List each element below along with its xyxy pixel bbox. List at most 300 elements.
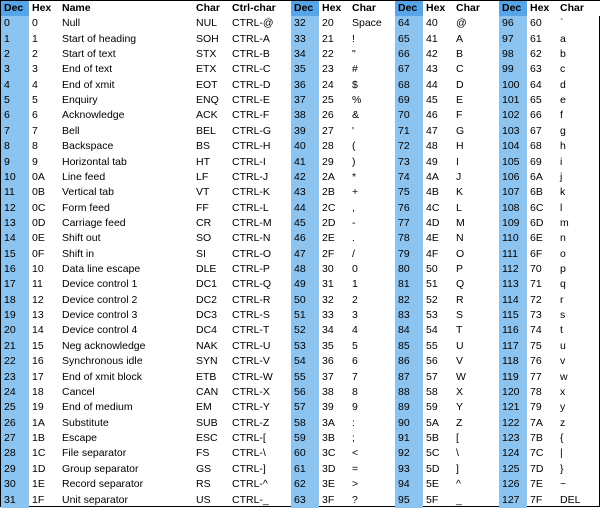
table-row bbox=[1, 369, 600, 384]
cell-ctrl-char: CTRL-S bbox=[232, 309, 270, 322]
cell-char-3: Z bbox=[456, 416, 463, 429]
cell-dec-3: 87 bbox=[395, 369, 423, 384]
cell-hex-4: 6A bbox=[530, 170, 543, 183]
cell-hex-4: 6B bbox=[530, 186, 543, 199]
cell-dec-3: 75 bbox=[395, 185, 423, 200]
cell-char-3: F bbox=[456, 109, 463, 122]
cell-dec-4: 120 bbox=[499, 385, 527, 400]
cell-dec-3: 79 bbox=[395, 247, 423, 262]
cell-char-4: v bbox=[560, 355, 566, 368]
cell-char-4: g bbox=[560, 124, 566, 137]
cell-hex-2: 38 bbox=[322, 385, 334, 398]
cell-char-2: ' bbox=[352, 124, 355, 137]
cell-dec-2: 51 bbox=[291, 308, 319, 323]
cell-char-3: G bbox=[456, 124, 465, 137]
cell-dec-4: 103 bbox=[499, 124, 527, 139]
cell-name: Horizontal tab bbox=[62, 155, 127, 168]
cell-char-4: s bbox=[560, 309, 566, 322]
cell-dec-2: 34 bbox=[291, 47, 319, 62]
cell-hex-3: 52 bbox=[426, 293, 438, 306]
cell-hex-1: 1B bbox=[32, 431, 45, 444]
cell-hex-1: 10 bbox=[32, 263, 44, 276]
cell-char-4: z bbox=[560, 416, 566, 429]
cell-char-2: Space bbox=[352, 17, 382, 30]
cell-name: Backspace bbox=[62, 140, 114, 153]
cell-char-4: | bbox=[560, 447, 563, 460]
cell-hex-2: 34 bbox=[322, 324, 334, 337]
cell-name: File separator bbox=[62, 447, 127, 460]
cell-dec-2: 54 bbox=[291, 354, 319, 369]
cell-dec-4: 111 bbox=[499, 247, 527, 262]
cell-hex-2: 36 bbox=[322, 355, 334, 368]
table-row bbox=[1, 78, 600, 93]
cell-hex-4: 76 bbox=[530, 355, 542, 368]
cell-char-3: K bbox=[456, 186, 464, 199]
cell-dec-2: 44 bbox=[291, 201, 319, 216]
cell-dec-1: 16 bbox=[1, 262, 29, 277]
cell-char-3: N bbox=[456, 232, 464, 245]
cell-char-3: [ bbox=[456, 431, 459, 444]
table-row bbox=[1, 400, 600, 415]
cell-char-3: R bbox=[456, 293, 464, 306]
cell-dec-1: 18 bbox=[1, 293, 29, 308]
table-row bbox=[1, 124, 600, 139]
cell-name: Start of heading bbox=[62, 32, 137, 45]
table-row bbox=[1, 323, 600, 338]
cell-dec-4: 121 bbox=[499, 400, 527, 415]
cell-char-3: @ bbox=[456, 17, 467, 30]
cell-char-4: e bbox=[560, 94, 566, 107]
cell-hex-1: 4 bbox=[32, 78, 38, 91]
cell-ctrl-char: CTRL-K bbox=[232, 186, 270, 199]
cell-name: Substitute bbox=[62, 416, 109, 429]
cell-dec-1: 14 bbox=[1, 231, 29, 246]
cell-dec-2: 47 bbox=[291, 247, 319, 262]
cell-char-3: ^ bbox=[456, 478, 461, 491]
cell-dec-4: 100 bbox=[499, 78, 527, 93]
cell-hex-2: 3F bbox=[322, 493, 335, 506]
table-row bbox=[1, 32, 600, 47]
cell-char-2: # bbox=[352, 63, 358, 76]
cell-dec-2: 62 bbox=[291, 477, 319, 492]
cell-ctrl-char: CTRL-J bbox=[232, 170, 269, 183]
cell-hex-1: 16 bbox=[32, 355, 44, 368]
cell-hex-4: 75 bbox=[530, 339, 542, 352]
cell-char-4: a bbox=[560, 32, 566, 45]
table-row bbox=[1, 16, 600, 31]
column-header-dec-1: Dec bbox=[1, 1, 29, 16]
cell-char-2: * bbox=[352, 170, 357, 183]
cell-char-4: ~ bbox=[560, 478, 567, 491]
cell-hex-1: 15 bbox=[32, 339, 44, 352]
cell-hex-1: 14 bbox=[32, 324, 44, 337]
cell-hex-1: 0 bbox=[32, 17, 38, 30]
cell-char-1: NUL bbox=[196, 17, 218, 30]
cell-name: Data line escape bbox=[62, 263, 141, 276]
cell-dec-3: 65 bbox=[395, 32, 423, 47]
cell-char-2: : bbox=[352, 416, 355, 429]
cell-hex-1: 6 bbox=[32, 109, 38, 122]
cell-dec-2: 41 bbox=[291, 154, 319, 169]
cell-hex-3: 59 bbox=[426, 401, 438, 414]
cell-hex-1: 1E bbox=[32, 478, 45, 491]
cell-char-4: b bbox=[560, 48, 566, 60]
table-row bbox=[1, 492, 600, 508]
cell-name: Form feed bbox=[62, 201, 110, 214]
cell-char-4: l bbox=[560, 201, 563, 214]
cell-hex-1: 0A bbox=[32, 170, 45, 183]
cell-char-2: 1 bbox=[352, 278, 358, 291]
column-header-hex-3: Hex bbox=[423, 1, 453, 16]
cell-hex-2: 2B bbox=[322, 186, 335, 199]
cell-dec-1: 25 bbox=[1, 400, 29, 415]
cell-dec-4: 96 bbox=[499, 16, 527, 31]
cell-char-4: f bbox=[560, 109, 563, 122]
cell-name: Device control 2 bbox=[62, 293, 138, 306]
cell-char-1: FF bbox=[196, 201, 209, 214]
table-row bbox=[1, 431, 600, 446]
cell-char-2: ) bbox=[352, 155, 356, 168]
cell-dec-2: 37 bbox=[291, 93, 319, 108]
cell-char-2: ; bbox=[352, 431, 355, 444]
cell-hex-1: 12 bbox=[32, 293, 44, 306]
cell-dec-1: 28 bbox=[1, 446, 29, 461]
cell-dec-2: 56 bbox=[291, 385, 319, 400]
cell-dec-2: 58 bbox=[291, 416, 319, 431]
cell-hex-2: 2C bbox=[322, 201, 336, 214]
cell-char-1: LF bbox=[196, 170, 209, 183]
cell-char-2: ! bbox=[352, 32, 355, 45]
cell-hex-3: 46 bbox=[426, 109, 438, 122]
cell-hex-2: 25 bbox=[322, 94, 334, 107]
cell-dec-2: 63 bbox=[291, 492, 319, 508]
cell-hex-4: 67 bbox=[530, 124, 542, 137]
cell-dec-2: 55 bbox=[291, 369, 319, 384]
table-row bbox=[1, 216, 600, 231]
cell-hex-4: 73 bbox=[530, 309, 542, 322]
cell-dec-1: 22 bbox=[1, 354, 29, 369]
cell-dec-2: 46 bbox=[291, 231, 319, 246]
cell-hex-4: 68 bbox=[530, 140, 542, 153]
cell-char-1: DC4 bbox=[196, 324, 218, 337]
cell-ctrl-char: CTRL-O bbox=[232, 247, 272, 260]
cell-dec-1: 7 bbox=[1, 124, 29, 139]
cell-char-3: W bbox=[456, 370, 466, 383]
cell-hex-1: 1F bbox=[32, 493, 45, 506]
cell-hex-1: 0C bbox=[32, 201, 46, 214]
column-header-char-2: Char bbox=[349, 1, 395, 16]
cell-hex-3: 44 bbox=[426, 78, 438, 91]
cell-char-1: US bbox=[196, 493, 211, 506]
cell-dec-1: 31 bbox=[1, 492, 29, 508]
cell-dec-3: 76 bbox=[395, 201, 423, 216]
table-row bbox=[1, 231, 600, 246]
cell-dec-3: 90 bbox=[395, 416, 423, 431]
cell-char-4: } bbox=[560, 462, 564, 475]
cell-ctrl-char: CTRL-C bbox=[232, 63, 271, 76]
cell-dec-3: 67 bbox=[395, 62, 423, 77]
cell-char-4: y bbox=[560, 401, 566, 414]
cell-dec-1: 27 bbox=[1, 431, 29, 446]
column-header-hex-1: Hex bbox=[29, 1, 59, 16]
cell-hex-2: 3E bbox=[322, 478, 335, 491]
cell-char-2: + bbox=[352, 186, 359, 199]
cell-dec-1: 9 bbox=[1, 154, 29, 169]
cell-hex-1: 0B bbox=[32, 186, 45, 199]
cell-char-4: h bbox=[560, 140, 566, 153]
cell-dec-2: 48 bbox=[291, 262, 319, 277]
cell-dec-3: 86 bbox=[395, 354, 423, 369]
cell-name: Vertical tab bbox=[62, 186, 114, 199]
cell-dec-1: 4 bbox=[1, 78, 29, 93]
cell-dec-2: 33 bbox=[291, 32, 319, 47]
cell-name: Record separator bbox=[62, 478, 144, 491]
cell-ctrl-char: CTRL-X bbox=[232, 385, 270, 398]
cell-dec-4: 102 bbox=[499, 108, 527, 123]
cell-dec-2: 59 bbox=[291, 431, 319, 446]
cell-char-2: / bbox=[352, 247, 355, 260]
cell-hex-2: 2D bbox=[322, 216, 336, 229]
cell-ctrl-char: CTRL-A bbox=[232, 32, 270, 45]
cell-name: Enquiry bbox=[62, 94, 98, 107]
cell-char-3: E bbox=[456, 94, 464, 107]
cell-name: Unit separator bbox=[62, 493, 128, 506]
cell-char-1: ACK bbox=[196, 109, 218, 122]
cell-char-3: M bbox=[456, 216, 465, 229]
cell-char-1: BS bbox=[196, 140, 211, 153]
cell-dec-1: 6 bbox=[1, 108, 29, 123]
cell-dec-4: 123 bbox=[499, 431, 527, 446]
cell-hex-4: 6F bbox=[530, 247, 543, 260]
cell-dec-2: 38 bbox=[291, 108, 319, 123]
cell-hex-1: 0E bbox=[32, 232, 45, 245]
cell-hex-4: 72 bbox=[530, 293, 542, 306]
cell-hex-1: 13 bbox=[32, 309, 44, 322]
cell-char-4: DEL bbox=[560, 493, 581, 506]
table-row bbox=[1, 385, 600, 400]
cell-ctrl-char: CTRL-_ bbox=[232, 493, 269, 506]
cell-dec-3: 64 bbox=[395, 16, 423, 31]
cell-char-1: STX bbox=[196, 48, 217, 60]
cell-hex-1: 1D bbox=[32, 462, 46, 475]
cell-char-2: 3 bbox=[352, 309, 358, 322]
cell-hex-3: 4B bbox=[426, 186, 439, 199]
table-row bbox=[1, 247, 600, 262]
table-row bbox=[1, 154, 600, 169]
cell-dec-1: 30 bbox=[1, 477, 29, 492]
table-body bbox=[1, 16, 600, 508]
cell-dec-2: 43 bbox=[291, 185, 319, 200]
cell-hex-2: 3B bbox=[322, 431, 335, 444]
cell-hex-2: 39 bbox=[322, 401, 334, 414]
cell-name: Acknowledge bbox=[62, 109, 125, 122]
cell-hex-2: 21 bbox=[322, 32, 334, 45]
cell-hex-3: 4F bbox=[426, 247, 439, 260]
cell-dec-1: 21 bbox=[1, 339, 29, 354]
cell-char-3: ] bbox=[456, 462, 459, 475]
cell-hex-4: 70 bbox=[530, 263, 542, 276]
cell-dec-4: 115 bbox=[499, 308, 527, 323]
cell-hex-3: 4A bbox=[426, 170, 439, 183]
cell-hex-1: 17 bbox=[32, 370, 44, 383]
cell-char-2: 6 bbox=[352, 355, 358, 368]
cell-hex-4: 6E bbox=[530, 232, 543, 245]
cell-dec-3: 88 bbox=[395, 385, 423, 400]
cell-char-4: { bbox=[560, 431, 564, 444]
cell-dec-4: 122 bbox=[499, 416, 527, 431]
cell-char-1: VT bbox=[196, 186, 210, 199]
cell-char-3: I bbox=[456, 155, 459, 168]
cell-hex-2: 35 bbox=[322, 339, 334, 352]
cell-ctrl-char: CTRL-N bbox=[232, 232, 271, 245]
cell-char-4: o bbox=[560, 247, 566, 260]
cell-hex-1: 11 bbox=[32, 278, 43, 291]
cell-name: Carriage feed bbox=[62, 216, 126, 229]
cell-ctrl-char: CTRL-@ bbox=[232, 17, 274, 30]
cell-hex-2: 29 bbox=[322, 155, 334, 168]
cell-char-2: 2 bbox=[352, 293, 358, 306]
cell-hex-4: 69 bbox=[530, 155, 542, 168]
cell-dec-1: 23 bbox=[1, 369, 29, 384]
cell-dec-3: 80 bbox=[395, 262, 423, 277]
cell-dec-1: 24 bbox=[1, 385, 29, 400]
cell-dec-1: 3 bbox=[1, 62, 29, 77]
cell-dec-2: 49 bbox=[291, 277, 319, 292]
cell-hex-3: 5D bbox=[426, 462, 440, 475]
cell-dec-3: 66 bbox=[395, 47, 423, 62]
cell-char-1: ENQ bbox=[196, 94, 219, 107]
cell-dec-4: 99 bbox=[499, 62, 527, 77]
cell-char-4: d bbox=[560, 78, 566, 91]
cell-dec-3: 68 bbox=[395, 78, 423, 93]
cell-char-3: C bbox=[456, 63, 464, 76]
cell-char-1: GS bbox=[196, 462, 212, 475]
cell-dec-2: 39 bbox=[291, 124, 319, 139]
cell-hex-1: 8 bbox=[32, 140, 38, 153]
cell-char-2: 5 bbox=[352, 339, 358, 352]
cell-dec-1: 2 bbox=[1, 47, 29, 62]
cell-dec-3: 82 bbox=[395, 293, 423, 308]
cell-hex-2: 30 bbox=[322, 263, 334, 276]
table-row bbox=[1, 462, 600, 477]
cell-hex-4: 6D bbox=[530, 216, 544, 229]
cell-name: Bell bbox=[62, 124, 80, 137]
table-header-row bbox=[1, 1, 600, 16]
cell-char-1: DC1 bbox=[196, 278, 218, 291]
cell-ctrl-char: CTRL-I bbox=[232, 155, 266, 168]
cell-hex-3: 5B bbox=[426, 431, 439, 444]
cell-dec-3: 93 bbox=[395, 462, 423, 477]
cell-hex-4: 65 bbox=[530, 94, 542, 107]
cell-hex-3: 50 bbox=[426, 263, 438, 276]
cell-ctrl-char: CTRL-\ bbox=[232, 447, 266, 460]
cell-dec-4: 97 bbox=[499, 32, 527, 47]
cell-dec-3: 95 bbox=[395, 492, 423, 508]
cell-ctrl-char: CTRL-E bbox=[232, 94, 270, 107]
cell-hex-4: 7D bbox=[530, 462, 544, 475]
cell-dec-3: 74 bbox=[395, 170, 423, 185]
cell-dec-2: 35 bbox=[291, 62, 319, 77]
cell-hex-4: 79 bbox=[530, 401, 542, 414]
cell-hex-4: 66 bbox=[530, 109, 542, 122]
cell-char-4: q bbox=[560, 278, 566, 291]
cell-dec-1: 20 bbox=[1, 323, 29, 338]
cell-hex-2: 27 bbox=[322, 124, 334, 137]
cell-name: End of xmit block bbox=[62, 370, 142, 383]
cell-dec-4: 107 bbox=[499, 185, 527, 200]
cell-char-1: RS bbox=[196, 478, 211, 491]
cell-hex-3: 51 bbox=[426, 278, 438, 291]
cell-char-1: NAK bbox=[196, 339, 218, 352]
cell-char-3: Y bbox=[456, 401, 464, 414]
cell-hex-3: 5C bbox=[426, 447, 440, 460]
cell-dec-1: 11 bbox=[1, 185, 29, 200]
cell-ctrl-char: CTRL-H bbox=[232, 140, 271, 153]
cell-name: Device control 4 bbox=[62, 324, 138, 337]
cell-char-1: DC2 bbox=[196, 293, 218, 306]
cell-dec-2: 45 bbox=[291, 216, 319, 231]
cell-char-2: $ bbox=[352, 78, 358, 91]
cell-char-1: SO bbox=[196, 232, 212, 245]
cell-hex-3: 4C bbox=[426, 201, 440, 214]
cell-hex-1: 1 bbox=[32, 32, 38, 45]
cell-hex-2: 3A bbox=[322, 416, 335, 429]
cell-hex-2: 2F bbox=[322, 247, 335, 260]
cell-char-1: SI bbox=[196, 247, 206, 260]
cell-char-4: t bbox=[560, 324, 563, 337]
cell-dec-4: 101 bbox=[499, 93, 527, 108]
table-row bbox=[1, 262, 600, 277]
cell-char-3: X bbox=[456, 385, 464, 398]
cell-dec-2: 52 bbox=[291, 323, 319, 338]
cell-char-1: SOH bbox=[196, 32, 219, 45]
cell-dec-4: 113 bbox=[499, 277, 527, 292]
cell-name: Line feed bbox=[62, 170, 106, 183]
cell-char-4: c bbox=[560, 63, 566, 76]
cell-hex-3: 58 bbox=[426, 385, 438, 398]
cell-dec-2: 32 bbox=[291, 16, 319, 31]
cell-ctrl-char: CTRL-] bbox=[232, 462, 266, 475]
cell-char-1: DC3 bbox=[196, 309, 218, 322]
cell-char-2: 4 bbox=[352, 324, 358, 337]
cell-dec-3: 69 bbox=[395, 93, 423, 108]
cell-dec-4: 127 bbox=[499, 492, 527, 508]
cell-dec-1: 5 bbox=[1, 93, 29, 108]
cell-char-2: . bbox=[352, 232, 355, 245]
cell-char-3: L bbox=[456, 201, 462, 214]
cell-char-4: x bbox=[560, 385, 566, 398]
cell-ctrl-char: CTRL-V bbox=[232, 355, 270, 368]
cell-hex-4: 63 bbox=[530, 63, 542, 76]
cell-dec-2: 40 bbox=[291, 139, 319, 154]
cell-dec-4: 116 bbox=[499, 323, 527, 338]
cell-char-3: \ bbox=[456, 447, 459, 460]
cell-dec-1: 8 bbox=[1, 139, 29, 154]
cell-hex-1: 9 bbox=[32, 155, 38, 168]
cell-char-4: r bbox=[560, 293, 564, 306]
cell-char-2: = bbox=[352, 462, 359, 475]
cell-char-3: D bbox=[456, 78, 464, 91]
cell-hex-2: 28 bbox=[322, 140, 334, 153]
column-header-dec-3: Dec bbox=[395, 1, 423, 16]
cell-hex-4: 78 bbox=[530, 385, 542, 398]
cell-dec-4: 125 bbox=[499, 462, 527, 477]
cell-char-2: - bbox=[352, 216, 356, 229]
cell-dec-1: 13 bbox=[1, 216, 29, 231]
cell-dec-1: 0 bbox=[1, 16, 29, 31]
cell-name: Synchronous idle bbox=[62, 355, 143, 368]
cell-hex-4: 7B bbox=[530, 431, 543, 444]
